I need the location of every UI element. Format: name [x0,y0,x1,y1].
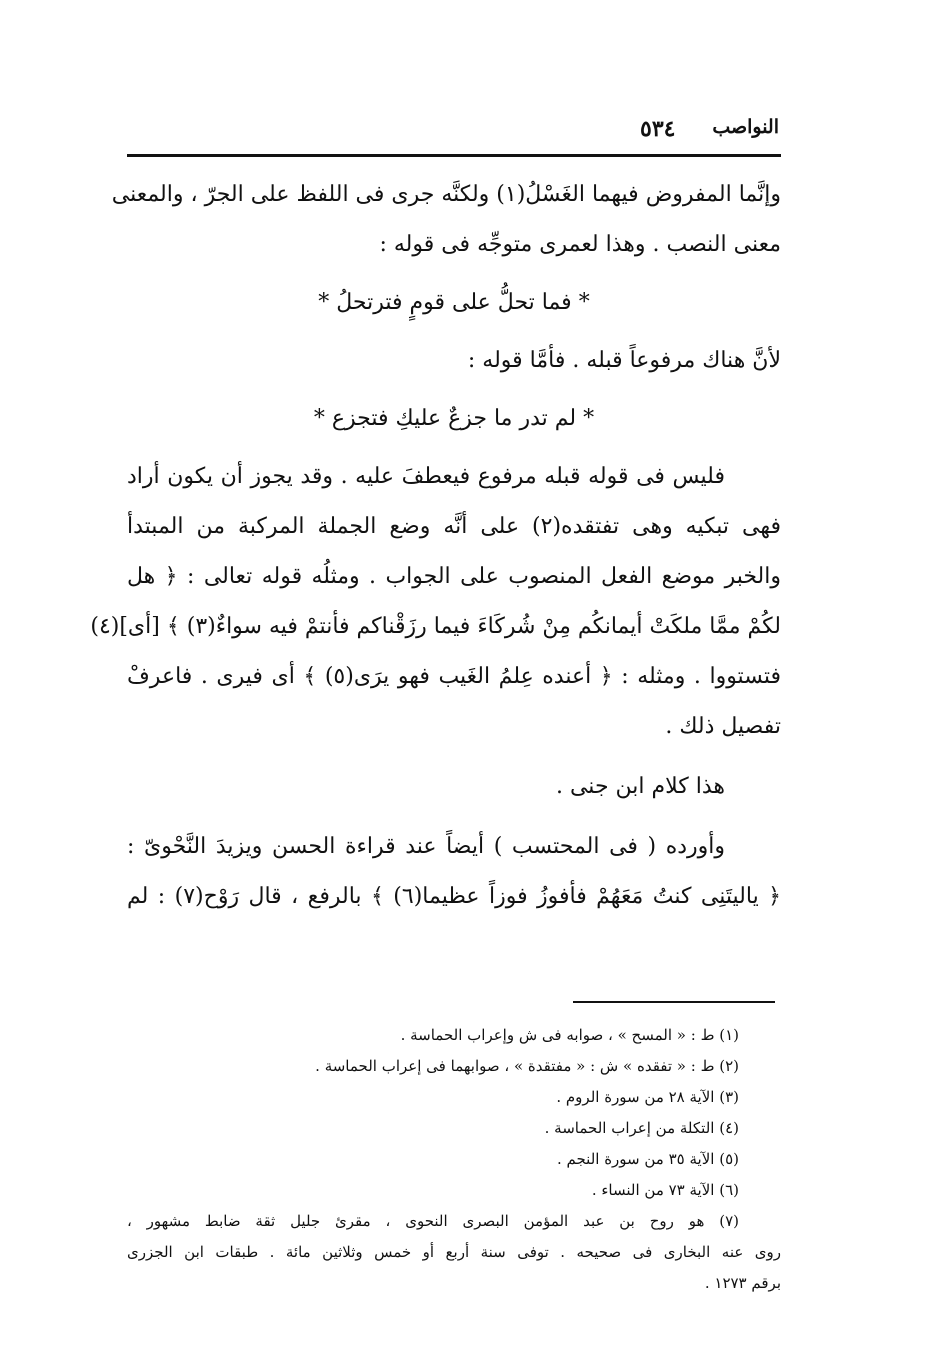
footnote: (٣) الآية ٢٨ من سورة الروم . [556,1088,739,1106]
header-rule [127,154,781,157]
text-line: فليس فى قوله قبله مرفوع فيعطفَ عليه . وقد يجوز أن يكون أراد [127,464,725,489]
text-line: ﴿ ياليتَنِى كنتُ مَعَهُمْ فأفوزُ فوزاً عظيما(٦) ﴾ بالرفع ، قال رَوْح(٧) : لم [127,884,782,909]
text-line: هذا كلام ابن جنى . [555,774,725,799]
footnote: (١) ط : « المسح » ، صوابه فى ش وإعراب الحماسة . [400,1026,739,1044]
text-line: فتستووا . ومثله : ﴿ أعنده عِلمُ الغَيب فهو يرَى(٥) ﴾ أى فيرى . فاعرفْ [127,664,781,689]
footnote: (٥) الآية ٣٥ من سورة النجم . [556,1150,739,1168]
text-line: لكُمْ ممَّا ملكَتْ أيمانكُم مِنْ شُركَاءَ فيما رزَقْناكم فأنتمْ فيه سواءٌ(٣) ﴾ [أى](٤) [90,614,781,639]
running-header-title: النواصب [712,116,779,138]
footnotes [127,1020,781,1299]
main-text [90,170,782,922]
footnote: (٧) هو روح بن عبد المؤمن البصرى النحوى ، مقرئ جليل ثقة ضابط مشهور ، [127,1212,739,1230]
footnote-continuation: روى عنه البخارى فى صحيحه . توفى سنة أربع أو خمس وثلاثين مائة . طبقات ابن الجزرى [127,1243,781,1261]
verse-line: * فما تحلُّ على قومٍ فترتحلُ * [318,290,590,315]
page-number: ٥٣٤ [640,116,676,142]
footnote-continuation: برقم ١٢٧٣ . [704,1274,781,1292]
footnote: (٦) الآية ٧٣ من النساء . [591,1181,739,1199]
text-line: والخبر موضع الفعل المنصوب على الجواب . ومثلُه قوله تعالى : ﴿ هل [127,564,781,589]
footnote: (٤) التكلة من إعراب الحماسة . [544,1119,739,1137]
text-line: فهى تبكيه وهى تفتقده(٢) على أنَّه وضع الجملة المركبة من المبتدأ [127,514,781,539]
text-line: وإنَّما المفروض فيهما الغَسْلُ(١) ولكنَّه جرى فى اللفظ على الجرّ ، والمعنى [111,182,781,207]
footnote-rule [573,1001,775,1003]
text-line: تفصيل ذلك . [665,714,781,739]
text-line: وأورده ( فى المحتسب ) أيضاً عند قراءة الحسن ويزيدَ النَّحْوىّ : [127,834,725,859]
text-line: معنى النصب . وهذا لعمرى متوجِّه فى قوله : [379,232,781,257]
text-line: لأنَّ هناك مرفوعاً قبله . فأمَّا قوله : [467,348,781,373]
footnote: (٢) ط : « تفقده » ش : « مفتقدة » ، صوابهما فى إعراب الحماسة . [315,1057,739,1075]
verse-line: * لم تدر ما جزعٌ عليكِ فتجزع * [313,406,595,431]
